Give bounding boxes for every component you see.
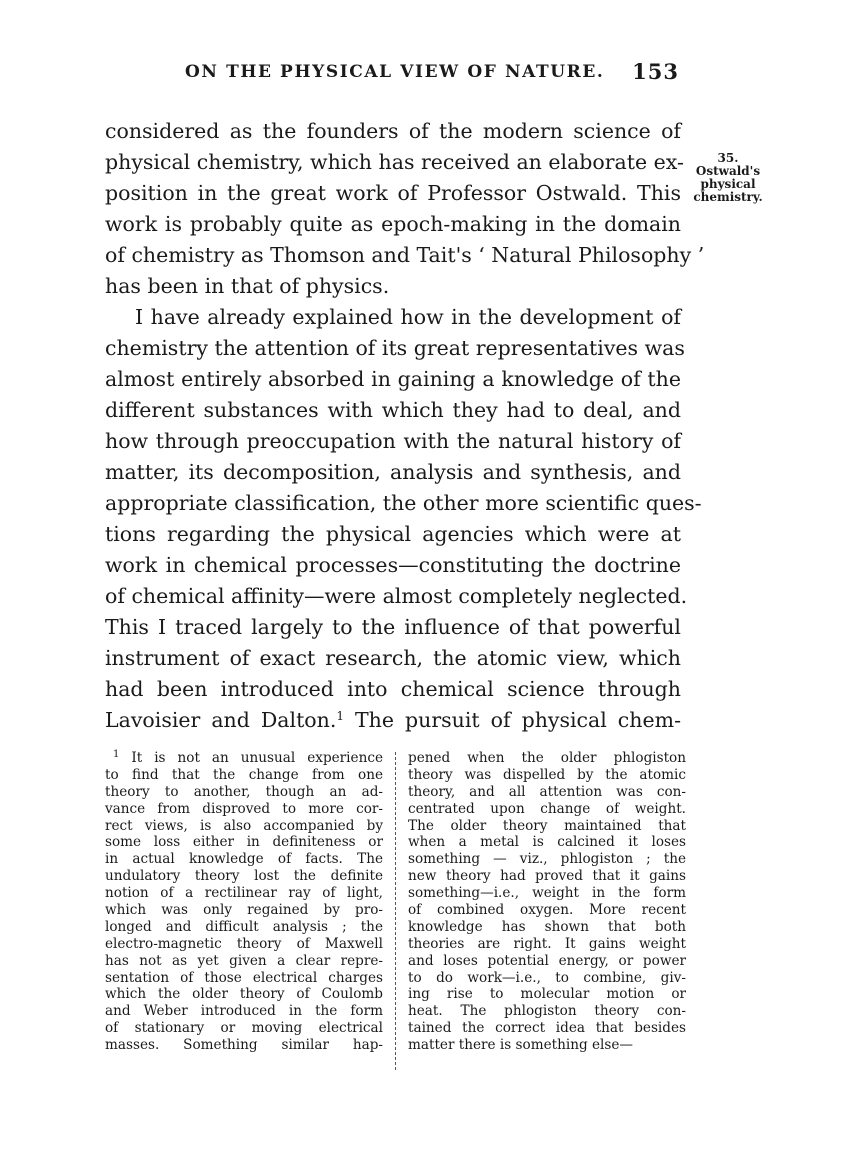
footnote-line: theories are right. It gains weight [408, 935, 686, 952]
footnote-column-right [408, 750, 686, 1054]
text-line: work in chemical processes—constituting the doctrine [105, 553, 681, 577]
footnote-line: electro-magnetic theory of Maxwell [105, 935, 383, 952]
footnote-line: ing rise to molecular motion or [408, 986, 686, 1003]
footnote-line: to do work—i.e., to combine, giv- [408, 969, 686, 986]
footnote-line: has not as yet given a clear repre- [105, 952, 383, 969]
marginal-note-line: Ostwald's [695, 164, 761, 178]
footnote-line: notion of a rectilinear ray of light, [105, 885, 383, 902]
footnote-column-left [105, 750, 383, 1054]
text-line: appropriate classification, the other more scientific ques- [105, 491, 702, 515]
footnote-line: masses. Something similar hap- [105, 1037, 383, 1054]
footnote-line: in actual knowledge of facts. The [105, 851, 383, 868]
footnote-line: centrated upon change of weight. [408, 800, 686, 817]
footnote-line: theory was dispelled by the atomic [408, 766, 686, 783]
footnote-line: and Weber introduced in the form [105, 1003, 383, 1020]
footnote-line: something—i.e., weight in the form [408, 885, 686, 902]
footnote-line: tained the correct idea that besides [408, 1020, 686, 1037]
footnote-marker: 1 [113, 749, 120, 760]
footnote-line: The older theory maintained that [408, 817, 686, 834]
footnote-line: heat. The phlogiston theory con- [408, 1003, 686, 1020]
column-divider [395, 752, 396, 1070]
footnote-line: when a metal is calcined it loses [408, 834, 686, 851]
text-line: instrument of exact research, the atomic view, which [105, 646, 681, 670]
text-line: had been introduced into chemical science through [105, 677, 681, 701]
footnote-line: knowledge has shown that both [408, 918, 686, 935]
text-line: has been in that of physics. [105, 274, 390, 298]
footnote-line: something — viz., phlogiston ; the [408, 851, 686, 868]
footnote-line: which was only regained by pro- [105, 902, 383, 919]
text-line [105, 705, 681, 736]
text-line: This I traced largely to the influence of that powerful [105, 615, 681, 639]
footnote-line: theory, and all attention was con- [408, 783, 686, 800]
text-line: chemistry the attention of its great representatives was [105, 336, 685, 360]
text-line: matter, its decomposition, analysis and synthesis, and [105, 460, 681, 484]
text-line: how through preoccupation with the natural history of [105, 429, 681, 453]
marginal-note-line: chemistry. [693, 190, 763, 204]
text-line: tions regarding the physical agencies which were at [105, 522, 681, 546]
text-line: position in the great work of Professor Ostwald. This [105, 181, 681, 205]
text-line: of chemical affinity—were almost completely neglected. [105, 584, 688, 608]
footnote-line: rect views, is also accompanied by [105, 817, 383, 834]
footnote-line: longed and difficult analysis ; the [105, 918, 383, 935]
text-line: of chemistry as Thomson and Tait's ‘ Natural Philosophy ’ [105, 243, 705, 267]
footnote-line: some loss either in definiteness or [105, 834, 383, 851]
footnote-line: undulatory theory lost the definite [105, 868, 383, 885]
page-number: 153 [632, 59, 679, 84]
footnote-line: new theory had proved that it gains [408, 868, 686, 885]
footnote-line: to find that the change from one [105, 766, 383, 783]
page-header [105, 59, 683, 92]
text-line: almost entirely absorbed in gaining a knowledge of the [105, 367, 681, 391]
text-line: physical chemistry, which has received an elaborate ex- [105, 150, 684, 174]
footnote-line: and loses potential energy, or power [408, 952, 686, 969]
footnote-block [105, 749, 686, 1070]
marginal-note-line: physical [700, 177, 756, 191]
footnote-line: which the older theory of Coulomb [105, 986, 383, 1003]
running-head: ON THE PHYSICAL VIEW OF NATURE. [185, 62, 605, 82]
footnote-line: matter there is something else— [408, 1037, 634, 1054]
text-segment: It is not an unusual experience [119, 750, 383, 766]
body-text [105, 116, 705, 736]
marginal-note [688, 152, 768, 204]
text-segment: Lavoisier and Dalton. [105, 708, 337, 732]
footnote-line: of stationary or moving electrical [105, 1020, 383, 1037]
footnote-line [105, 750, 383, 767]
footnote-line: vance from disproved to more cor- [105, 800, 383, 817]
footnote-line: pened when the older phlogiston [408, 750, 686, 766]
footnote-line: theory to another, though an ad- [105, 783, 383, 800]
text-line: considered as the founders of the modern science of [105, 119, 681, 143]
text-line: different substances with which they had to deal, and [105, 398, 681, 422]
text-segment: The pursuit of physical chem- [344, 708, 681, 732]
footnote-reference: 1 [336, 709, 345, 723]
footnote-line: sentation of those electrical charges [105, 969, 383, 986]
text-line: I have already explained how in the development of [135, 305, 681, 329]
marginal-note-number: 35. [717, 151, 739, 165]
text-line: work is probably quite as epoch-making in the domain [105, 212, 681, 236]
footnote-line: of combined oxygen. More recent [408, 902, 686, 919]
